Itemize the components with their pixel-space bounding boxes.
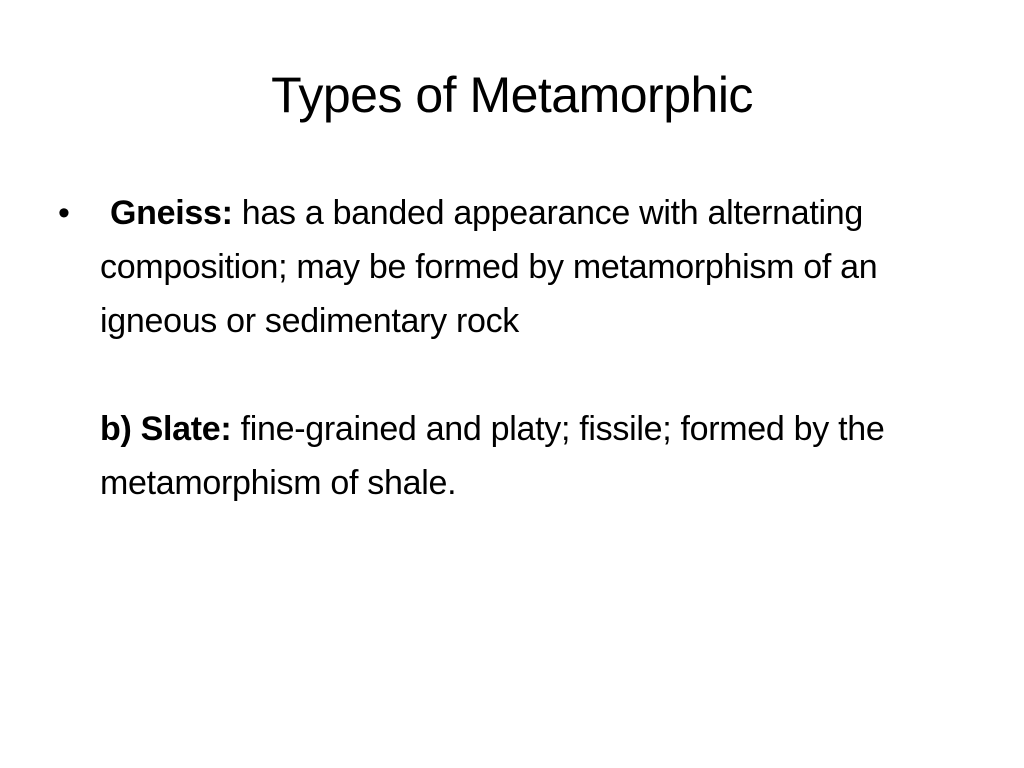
bullet-text bbox=[100, 402, 978, 510]
term-slate: b) Slate: bbox=[100, 410, 232, 448]
term-gneiss: Gneiss: bbox=[110, 194, 233, 232]
description-slate: fine-grained and platy; fissile; formed by the metamorphism of shale. bbox=[100, 410, 885, 502]
blank-line bbox=[100, 348, 978, 402]
description-gneiss: has a banded appearance with alternating composition; may be formed by metamorphism of an igneous or sedimentary rock bbox=[100, 194, 878, 340]
bullet-icon: • bbox=[58, 194, 70, 232]
bullet-text bbox=[100, 186, 978, 348]
slide-body bbox=[58, 186, 978, 510]
slide-title: Types of Metamorphic bbox=[271, 67, 753, 123]
bullet-item bbox=[58, 186, 978, 510]
